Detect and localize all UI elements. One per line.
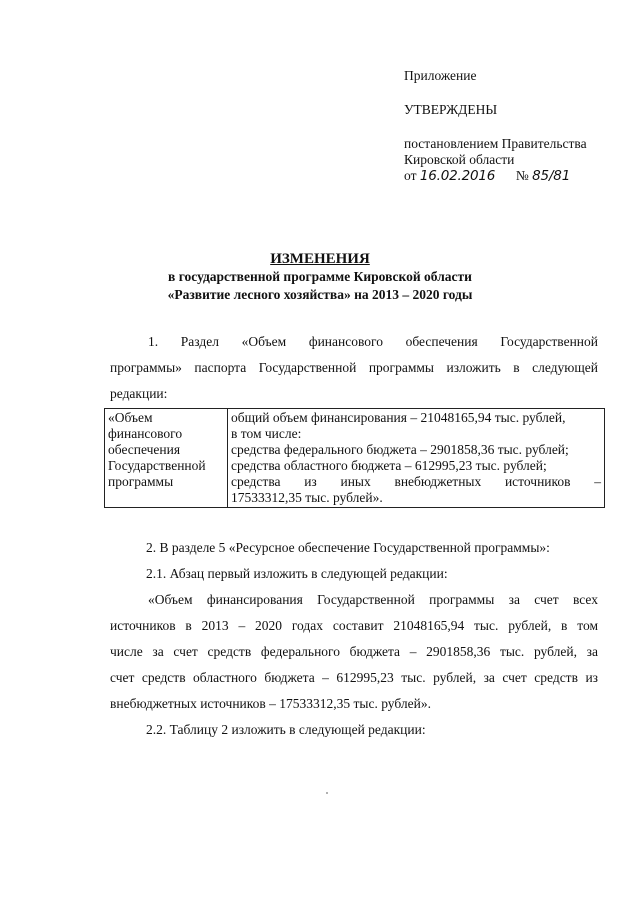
left-line: обеспечения (108, 442, 181, 457)
document-title (120, 250, 520, 304)
quote-line-1: «Объем финансирования Государственной программы за счет всех (148, 592, 598, 607)
section-2-heading: 2. В разделе 5 «Ресурсное обеспечение Государственной программы»: (146, 540, 550, 555)
section-1-line-1-wrap (148, 334, 598, 350)
date-prefix: от (404, 168, 417, 183)
section-1-line-2: программы» паспорта Государственной программы изложить в следующей (110, 360, 598, 375)
decree-line-2: Кировской области (404, 152, 515, 167)
title-main: ИЗМЕНЕНИЯ (270, 251, 370, 267)
approval-block (404, 68, 604, 184)
passport-table (104, 408, 605, 508)
approved-label: УТВЕРЖДЕНЫ (404, 102, 498, 117)
quote-line-2: источников в 2013 – 2020 годах составит 21048165,94 тыс. рублей, в том (110, 618, 598, 633)
quote-line-5: внебюджетных источников – 17533312,35 тыс. рублей». (110, 696, 431, 711)
section-2-2: 2.2. Таблицу 2 изложить в следующей редакции: (146, 722, 426, 737)
quote-line-2-wrap (110, 618, 598, 634)
quote-line-4-wrap (110, 670, 598, 686)
right-line: в том числе: (231, 426, 302, 441)
left-line: программы (108, 474, 174, 489)
table-row (105, 409, 605, 508)
appendix-label: Приложение (404, 68, 477, 83)
section-1-line-3: редакции: (110, 386, 168, 401)
right-line: общий объем финансирования – 21048165,94 тыс. рублей, (231, 410, 566, 425)
decree-line-1: постановлением Правительства (404, 136, 587, 151)
quote-line-4: счет средств областного бюджета – 612995,23 тыс. рублей, за счет средств из (110, 670, 598, 685)
number-prefix: № (515, 168, 529, 183)
scan-speck (326, 792, 328, 794)
handwritten-date: 16.02.2016 (419, 168, 496, 184)
quote-line-5-wrap (110, 696, 598, 712)
decree-date-number-line (404, 168, 604, 184)
right-line: средства из иных внебюджетных источников – (231, 474, 601, 489)
quote-line-3-wrap (110, 644, 598, 660)
section-1-line-1: 1. Раздел «Объем финансового обеспечения Государственной (148, 334, 598, 349)
left-line: финансового (108, 426, 183, 441)
right-line: средства федерального бюджета – 2901858,36 тыс. рублей; (231, 442, 569, 457)
title-line-2: в государственной программе Кировской области (168, 269, 472, 284)
left-line: «Объем (108, 410, 153, 425)
handwritten-number: 85/81 (532, 168, 571, 184)
title-line-3: «Развитие лесного хозяйства» на 2013 – 2020 годы (167, 287, 473, 302)
left-line: Государственной (108, 458, 206, 473)
section-1-line-3-wrap (110, 386, 598, 402)
quote-line-3: числе за счет средств федерального бюджета – 2901858,36 тыс. рублей, за (110, 644, 598, 659)
table-left-cell (105, 409, 228, 508)
right-line: 17533312,35 тыс. рублей». (231, 490, 383, 505)
quote-line-1-wrap (148, 592, 598, 608)
right-line: средства областного бюджета – 612995,23 тыс. рублей; (231, 458, 547, 473)
table-right-cell (228, 409, 605, 508)
section-2-1: 2.1. Абзац первый изложить в следующей редакции: (146, 566, 448, 581)
section-1-line-2-wrap (110, 360, 598, 376)
